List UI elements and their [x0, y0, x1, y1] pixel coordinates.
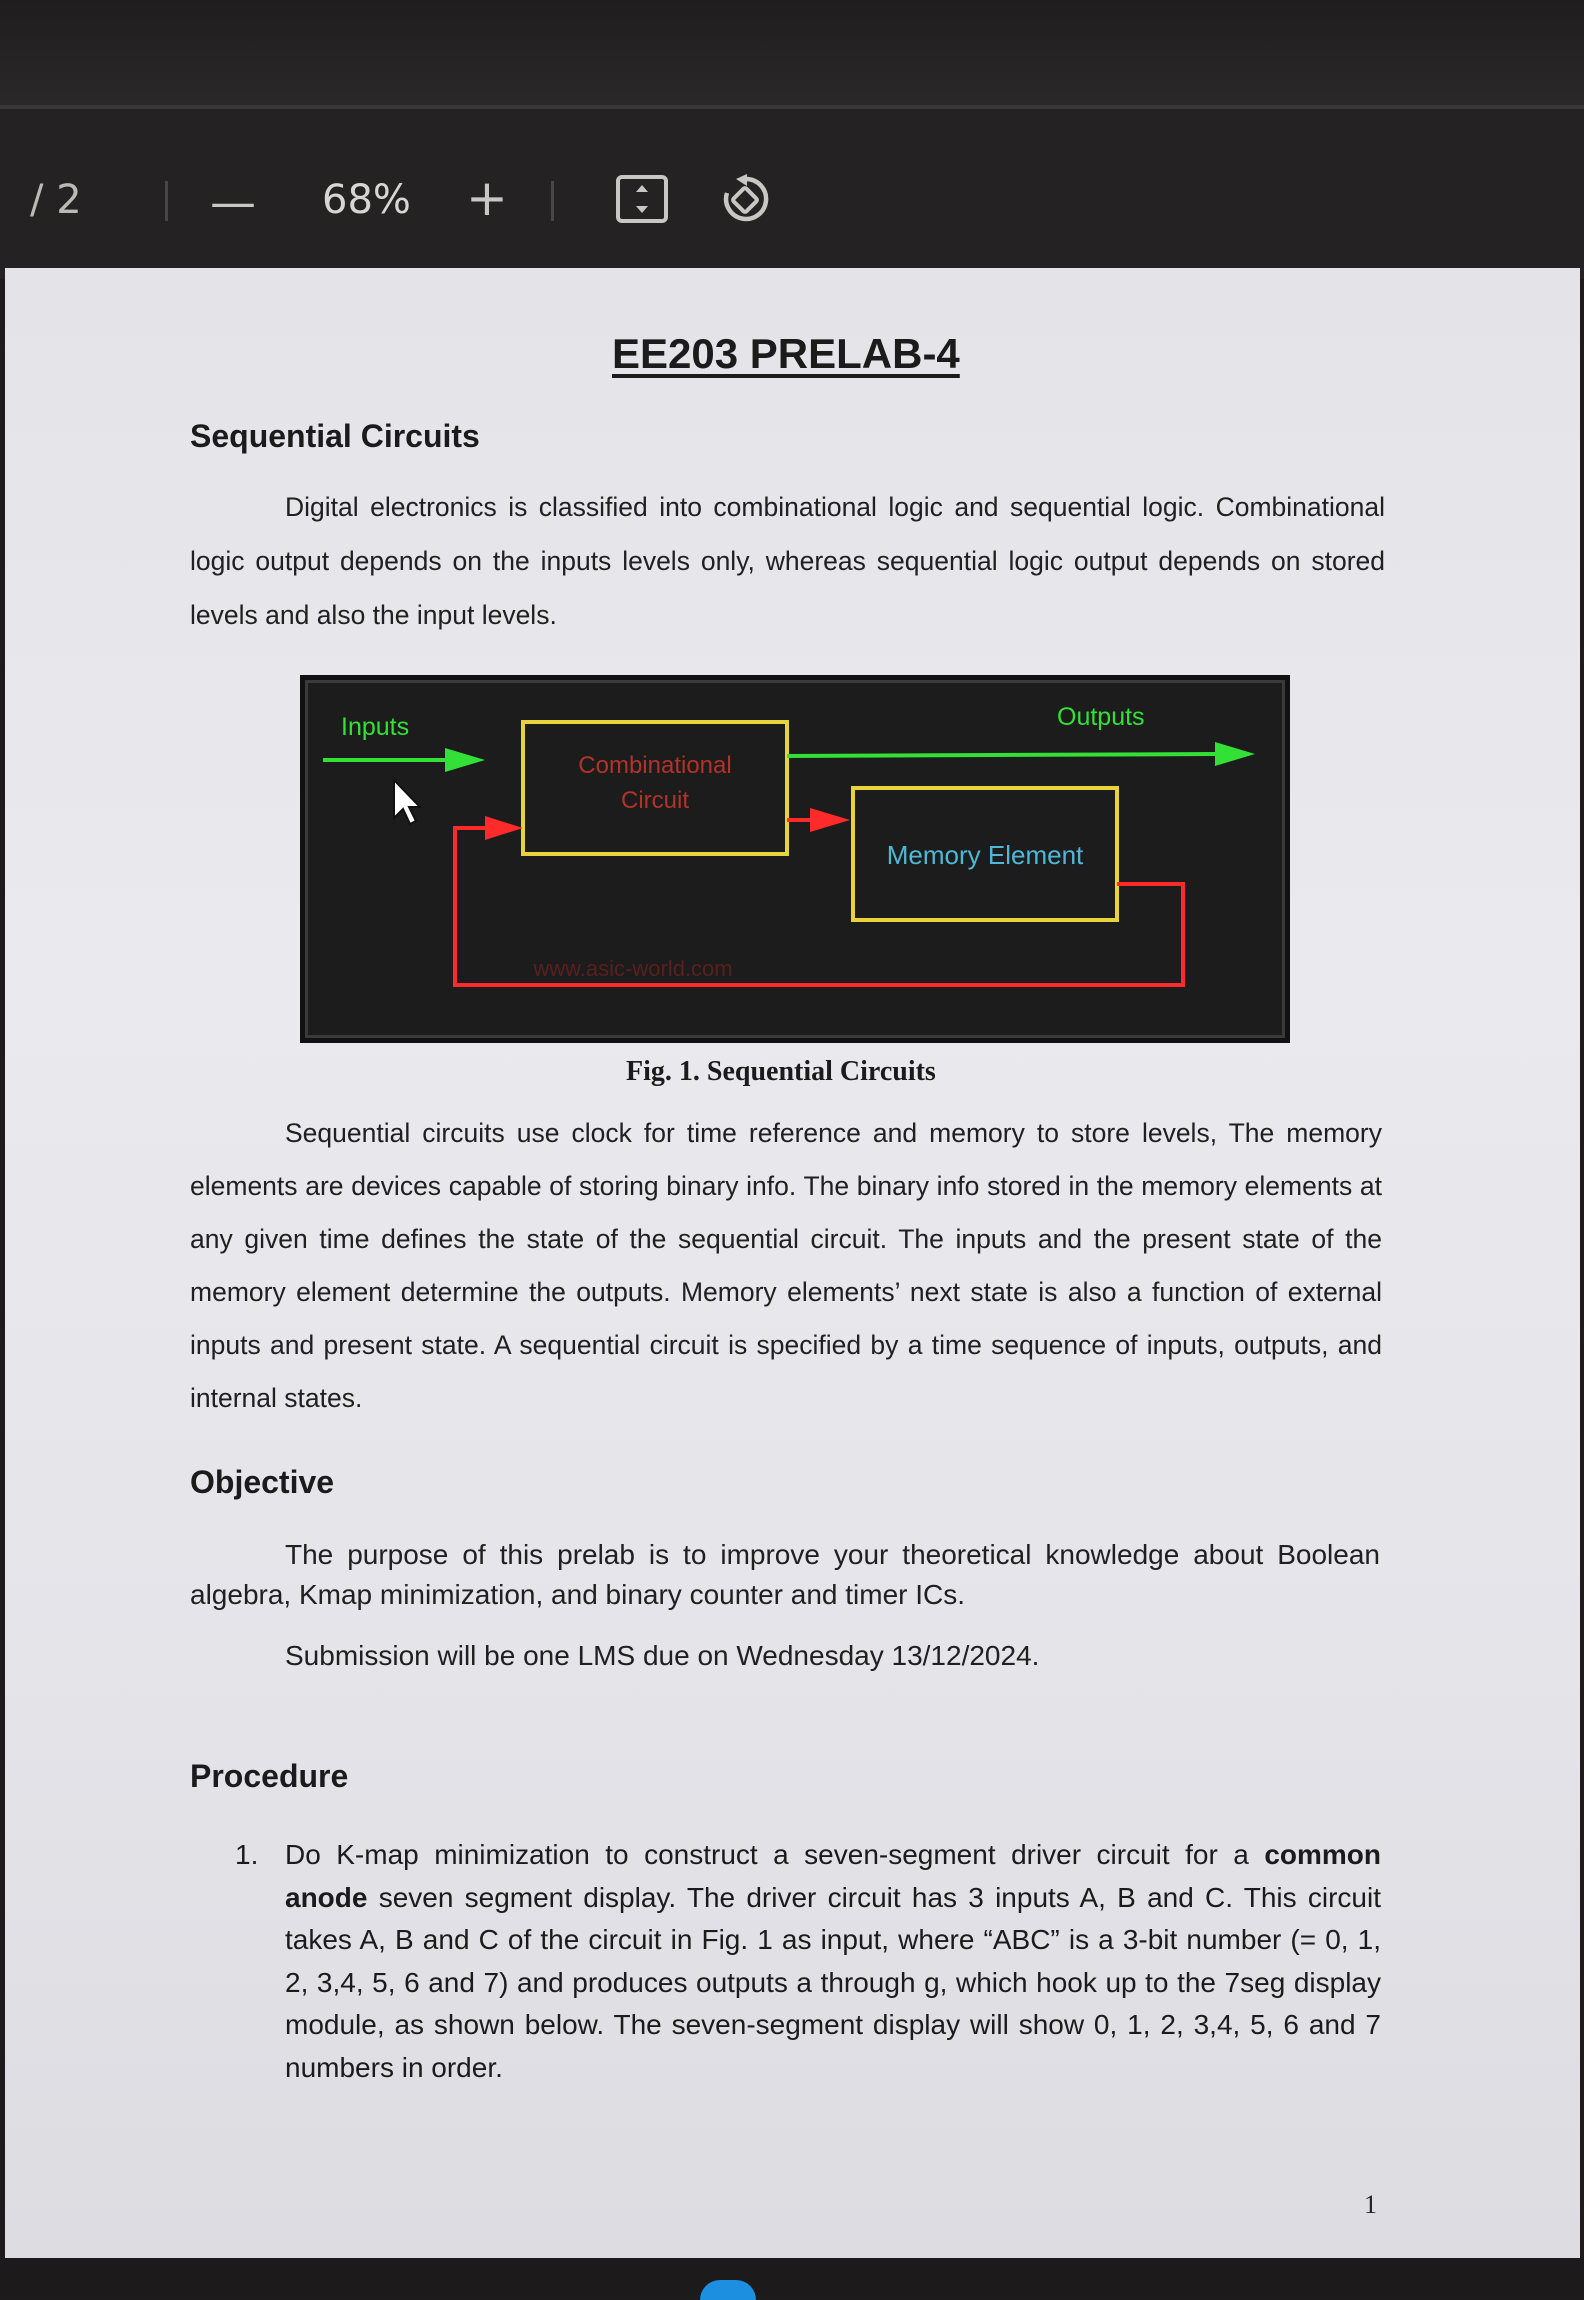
objective-paragraph-1-text: The purpose of this prelab is to improve your theoretical knowledge about Boolean algebra, Kmap minimization, and binary counter and timer ICs. [190, 1539, 1380, 1610]
figure-caption: Fig. 1. Sequential Circuits [626, 1056, 936, 1087]
inputs-label: Inputs [341, 713, 410, 741]
page-indicator: / 2 [30, 177, 82, 223]
procedure-text-part: seven segment display. The driver circuit has 3 inputs A, B and C. This circuit takes A, B and C of the circuit in Fig. 1 as input, where “ABC” is a 3-bit number (= 0, 1, 2, 3,4, 5, 6 and 7) and produces outputs a through g, which hook up to the 7seg display module, as shown below. The seven-segment display will show 0, 1, 2, 3,4, 5, 6 and 7 numbers in order. [285, 1881, 1381, 2083]
combinational-label-line1: Combinational [578, 752, 732, 779]
diagram-watermark: www.asic-world.com [533, 956, 733, 981]
zoom-in-button[interactable]: + [466, 169, 508, 227]
procedure-item-number: 1. [235, 1839, 259, 1870]
document-title: EE203 PRELAB-4 [612, 330, 960, 377]
input-arrow [445, 748, 485, 772]
mouse-cursor-icon [392, 778, 422, 826]
output-line [787, 754, 1215, 756]
sequential-circuit-diagram [300, 675, 1290, 1043]
taskbar-app-icon[interactable] [700, 2280, 756, 2300]
sequential-paragraph-2-text: Sequential circuits use clock for time reference and memory to store levels, The memory elements are devices capable of storing binary info. The binary info stored in the memory elements at any given time defines the state of the sequential circuit. The inputs and the present state of the memory element determine the outputs. Memory elements’ next state is also a function of external inputs and present state. A sequential circuit is specified by a time sequence of inputs, outputs, and internal states. [190, 1118, 1382, 1413]
pdf-toolbar [0, 105, 1584, 279]
zoom-out-button[interactable]: — [210, 175, 256, 229]
procedure-item-text [285, 1834, 1381, 2089]
feedback-arrow [485, 816, 523, 840]
heading-objective: Objective [190, 1464, 335, 1500]
sequential-paragraph-1-text: Digital electronics is classified into combinational logic and sequential logic. Combinational logic output depends on the inputs levels only, whereas sequential logic output depends on stored levels and also the input levels. [190, 492, 1385, 630]
bottom-taskbar [0, 2258, 1584, 2296]
rotate-icon[interactable] [718, 171, 774, 227]
zoom-level[interactable]: 68% [322, 177, 411, 223]
toolbar-divider [551, 181, 554, 221]
procedure-text-part: Do K-map minimization to construct a seven-segment driver circuit for a [285, 1839, 1265, 1870]
heading-procedure: Procedure [190, 1758, 349, 1794]
output-arrow [1215, 742, 1255, 766]
top-dark-band [0, 0, 1584, 105]
objective-submission: Submission will be one LMS due on Wednesday 13/12/2024. [285, 1640, 1040, 1671]
comb-to-memory-arrow [810, 808, 850, 832]
page-number: 1 [1364, 2190, 1377, 2219]
heading-sequential-circuits: Sequential Circuits [190, 418, 480, 454]
procedure-text-bold: common anode [285, 1839, 1381, 1913]
memory-element-label: Memory Element [886, 840, 1084, 870]
fit-page-icon[interactable] [614, 171, 670, 227]
sequential-paragraph-1 [190, 480, 1385, 642]
combinational-label-line2: Circuit [620, 787, 690, 814]
toolbar-divider [165, 181, 168, 221]
sequential-paragraph-2 [190, 1107, 1382, 1425]
outputs-label: Outputs [1057, 703, 1145, 731]
objective-paragraph-1 [190, 1535, 1380, 1615]
